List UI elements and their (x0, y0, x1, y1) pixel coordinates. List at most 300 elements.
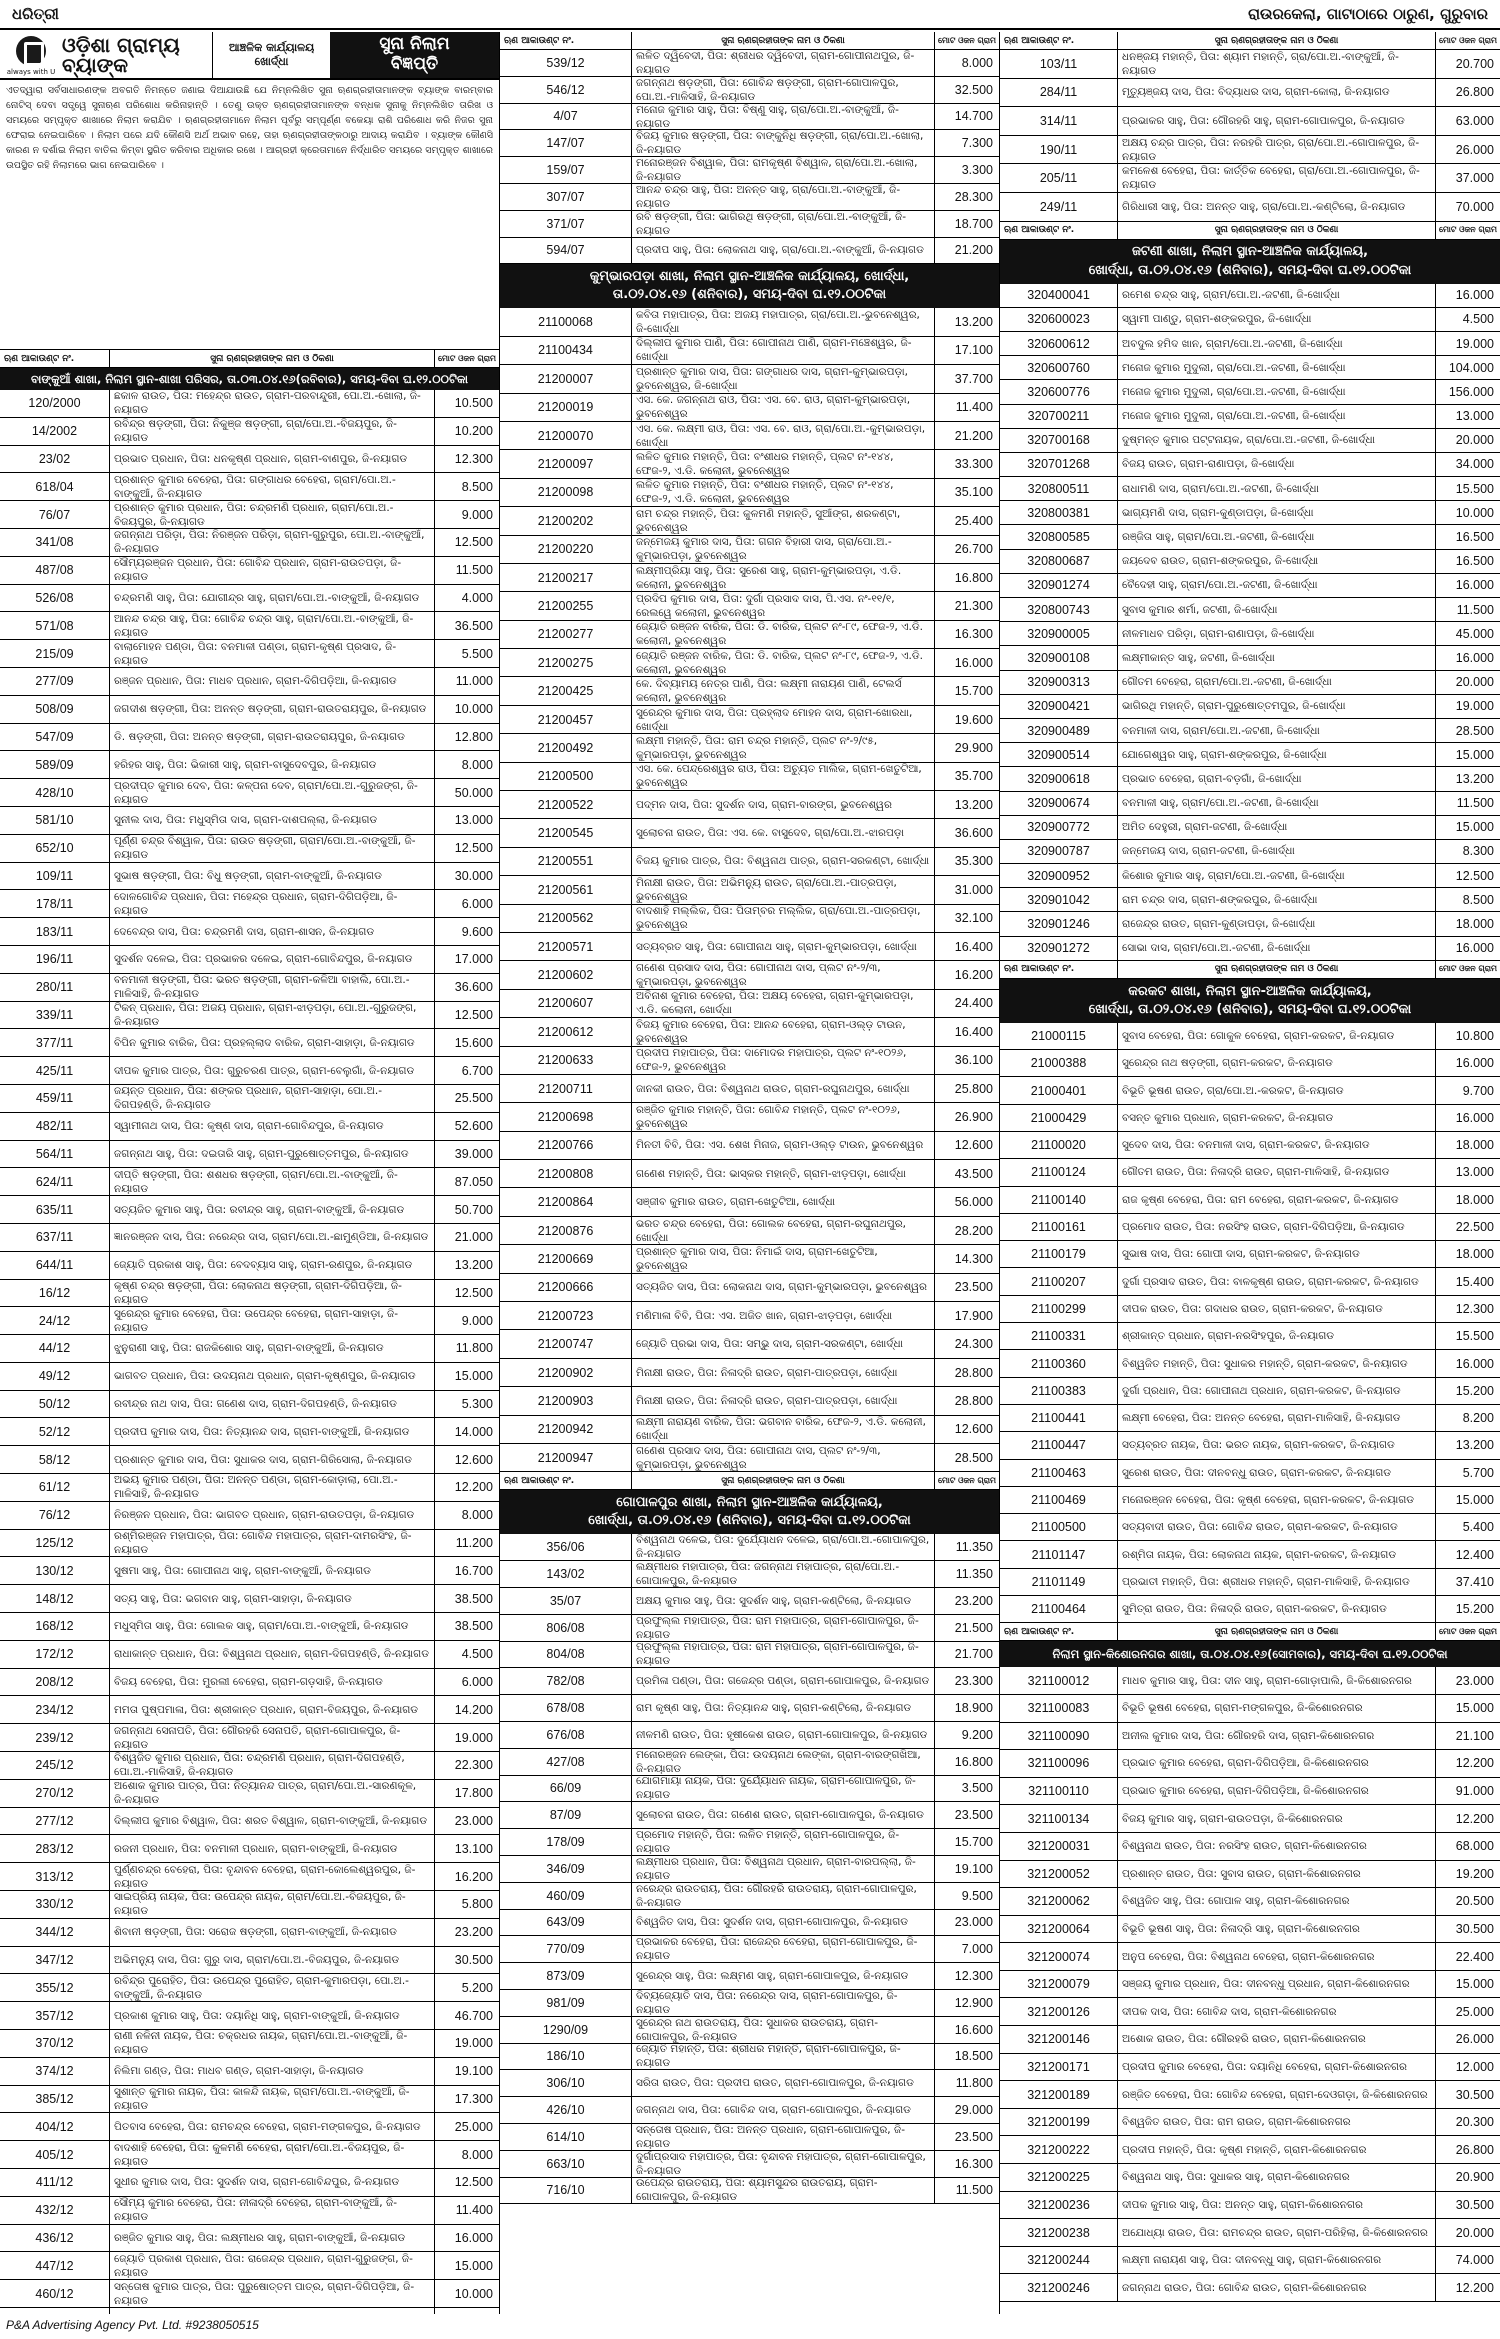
gold-weight-grams: 13.000 (454, 813, 493, 828)
loan-account-number: 321200199 (1000, 2109, 1118, 2136)
gold-weight-grams: 15.000 (1455, 820, 1494, 835)
gold-weight-grams: 16.700 (454, 1563, 493, 1578)
gold-weight-grams: 38.500 (454, 1619, 493, 1634)
table-row (500, 1776, 999, 1803)
borrower-name-address: ଚନ୍ଦ୍ରମଣି ସାହୁ, ପିତା: ଯୋଗୀନ୍ଦ୍ର ସାହୁ, ଗ୍ରାମ/ପୋ.ଅ.-ବାଙ୍କୁଆଁ, ଜି-ନୟାଗଡ (110, 585, 435, 612)
gold-weight-grams: 17.900 (954, 1308, 993, 1323)
loan-account-number: 21200633 (500, 1047, 632, 1074)
loan-account-number: 21200425 (500, 677, 632, 704)
header-account: ଋଣ ଆକାଉଣ୍ଟ ନଂ. (500, 1472, 632, 1489)
borrower-name-address: ଲକ୍ଷ୍ମୀ ମହାନ୍ତି, ପିତା: ରାମ ଚନ୍ଦ୍ର ମହାନ୍ତି, ପ୍ଲଟ ନଂ-୨/୯୫, କୁମ୍ଭାରପଡ଼ା, ଭୁବନେଶ୍ୱର (632, 734, 935, 761)
table-row (1000, 164, 1500, 193)
borrower-name-address: ଏସ. କେ. ଲକ୍ଷ୍ମୀ ରାଓ, ପିତା: ଏସ. ବେ. ରାଓ, ଗ୍ରା/ପୋ.ଅ.-କୁମ୍ଭାରପଡ଼ା, ଖୋର୍ଦ୍ଧା (632, 422, 935, 449)
loan-account-number: 21200500 (500, 763, 632, 790)
loan-account-number: 321200238 (1000, 2219, 1118, 2246)
borrower-name-address: ମଣିମାଳା ବିବି, ପିତା: ଏସ. ଅଜିତ ଖାନ, ଗ୍ରାମ-ଝାଡ଼ପଡ଼ା, ଖୋର୍ଦ୍ଧା (632, 1302, 935, 1329)
loan-account-number: 21100207 (1000, 1268, 1118, 1294)
newspaper-header (0, 0, 1500, 30)
table-header (500, 32, 999, 50)
loan-account-number: 21200562 (500, 905, 632, 932)
regional-office-place: ଖୋର୍ଦ୍ଧା (254, 55, 289, 68)
gold-weight-grams: 25.000 (1455, 2004, 1494, 2019)
gold-weight-grams: 15.000 (1455, 747, 1494, 762)
loan-account-number: 581/10 (0, 807, 110, 834)
table-row (1000, 816, 1500, 840)
loan-account-number: 21200766 (500, 1132, 632, 1159)
gold-weight-grams: 33.300 (954, 457, 993, 472)
table-row (500, 104, 999, 131)
borrower-name-address: କେ. ଦିବ୍ୟାମୟ ନେତ୍ର ପାଣି, ପିତା: ଲକ୍ଷ୍ମୀ ନାରାୟଣ ପାଣି, ଟେଲର୍ସ କଲୋନୀ, ଭୁବନେଶ୍ୱର (632, 677, 935, 704)
borrower-name-address: ବୈଦେହୀ ସାହୁ, ଗ୍ରାମ/ପୋ.ଅ.-ଜଟଣୀ, ଜି-ଖୋର୍ଦ୍ଧା (1118, 574, 1436, 597)
gold-weight-grams: 37.000 (1455, 171, 1494, 186)
borrower-name-address: ପ୍ରକାଶ କୁମାର ସାହୁ, ପିତା: ଦୟାନିଧି ସାହୁ, ଗ୍ରାମ-ବାଙ୍କୁଆଁ, ଜି-ନୟାଗଡ (110, 2002, 435, 2029)
branch-title-jatni (1000, 240, 1500, 284)
table-row (0, 1335, 499, 1363)
table-row (500, 1829, 999, 1856)
borrower-name-address: ରାମ କୃଷ୍ଣ ସାହୁ, ପିତା: ନିତ୍ୟାନନ୍ଦ ସାହୁ, ଗ୍ରାମ-କଣ୍ଟିଲୋ, ଜି-ନୟାଗଡ (632, 1695, 935, 1721)
gold-weight-grams: 12.200 (1455, 1811, 1494, 1826)
loan-account-number: 330/12 (0, 1891, 110, 1918)
branch-title-line2: ଖୋର୍ଦ୍ଧା, ତା.୦୨.୦୪.୧୬ (ଶନିବାର), ସମୟ-ଦିବା ଘ.୧୨.୦୦ଟିକା (1088, 262, 1412, 278)
branch-title-line1: ଜଟଣୀ ଶାଖା, ନିଲାମ ସ୍ଥାନ-ଆଞ୍ଚଳିକ କାର୍ଯ୍ୟାଳୟ, (1131, 244, 1369, 260)
gold-weight-grams: 12.500 (1455, 868, 1494, 883)
newspaper-name: ଧରିତ୍ରୀ (12, 5, 59, 23)
borrower-name-address: ଟିକନ୍ ପ୍ରଧାନ, ପିତା: ଅଜୟ ପ୍ରଧାନ, ଗ୍ରାମ-ଝାଡ଼ପଡ଼ା, ପୋ.ଅ.-ଗୁରୁଜଙ୍ଗ, ଜି-ନୟାଗଡ (110, 1002, 435, 1029)
gold-weight-grams: 10.500 (454, 396, 493, 411)
table-row (0, 1474, 499, 1502)
table-row (500, 1188, 999, 1216)
loan-account-number: 148/12 (0, 1585, 110, 1612)
borrower-name-address: ସତ୍ୟଜିତ ଦାସ, ପିତା: ଲୋକନାଥ ଦାସ, ଗ୍ରାମ-କୁମ୍ଭାରପଡ଼ା, ଭୁବନେଶ୍ୱର (632, 1274, 935, 1301)
gold-weight-grams: 16.800 (954, 570, 993, 585)
borrower-name-address: ମାଧବ କୁମାର ସାହୁ, ପିତା: ଦୀନ ସାହୁ, ଗ୍ରାମ-ଗୋଡ଼ାପାଲି, ଜି-କିଶୋରନଗର (1118, 1667, 1436, 1694)
table-row (1000, 2026, 1500, 2054)
gold-weight-grams: 17.100 (954, 343, 993, 358)
gold-weight-grams: 29.000 (954, 2103, 993, 2118)
gold-weight-grams: 15.000 (454, 2258, 493, 2273)
header-name: ସୁନା ଋଣଗ୍ରହୀତାଙ୍କ ନାମ ଓ ଠିକଣା (1118, 1623, 1436, 1640)
gold-weight-grams: 7.000 (961, 1942, 993, 1957)
loan-account-number: 539/12 (500, 50, 632, 76)
gold-weight-grams: 5.200 (461, 1980, 493, 1995)
loan-account-number: 58/12 (0, 1446, 110, 1473)
loan-account-number: 49/12 (0, 1363, 110, 1390)
gold-weight-grams: 15.400 (1455, 1274, 1494, 1289)
borrower-name-address: ପ୍ରଭାତ ବେହେରା, ଗ୍ରାମ-ବଡ଼ଗାଁ, ଜି-ଖୋର୍ଦ୍ଧା (1118, 767, 1436, 790)
loan-account-number: 215/09 (0, 640, 110, 667)
table-row (0, 2141, 499, 2169)
loan-account-number: 321100012 (1000, 1667, 1118, 1694)
loan-account-number: 320900313 (1000, 671, 1118, 694)
borrower-name-address: ମନୋରଞ୍ଜନ ବିଶ୍ୱାଳ, ପିତା: ରାମକୃଷ୍ଣ ବିଶ୍ୱାଳ, ଗ୍ରା/ପୋ.ଅ.-ଖୋଲା, ଜି-ନୟାଗଡ (632, 157, 935, 183)
gold-weight-grams: 29.900 (954, 740, 993, 755)
borrower-name-address: ମନୋଜ କୁମାର ମୁଦୁଲୀ, ଗ୍ରା/ପୋ.ଅ.-ଜଟଣୀ, ଜି-ଖୋର୍ଦ୍ଧା (1118, 380, 1436, 403)
borrower-name-address: ଧନଞ୍ଜୟ ମହାନ୍ତି, ପିତା: ଶ୍ୟାମ ମହାନ୍ତି, ଗ୍ରା/ପୋ.ଅ.-ବାଙ୍କୁଆଁ, ଜି-ନୟାଗଡ (1118, 50, 1436, 78)
header-name: ସୁନା ଋଣଗ୍ରହୀତାଙ୍କ ନାମ ଓ ଠିକଣା (632, 1472, 935, 1489)
gold-weight-grams: 3.500 (961, 1781, 993, 1796)
borrower-name-address: ପ୍ରଫୁଲ୍ଲ ମହାପାତ୍ର, ପିତା: ରାମ ମହାପାତ୍ର, ଗ୍ରାମ-ଗୋପାଳପୁର, ଜି-ନୟାଗଡ (632, 1642, 935, 1668)
header-weight: ମୋଟ ଓଜନ ଗ୍ରାମ (1439, 225, 1497, 235)
borrower-name-address: ରାଧାକାନ୍ତ ପ୍ରଧାନ, ପିତା: ବିଶ୍ୱନାଥ ପ୍ରଧାନ, ଗ୍ରାମ-ଦିଗପହଣ୍ଡି, ଜି-ନୟାଗଡ (110, 1641, 435, 1668)
table-row (1000, 107, 1500, 136)
loan-account-number: 21200669 (500, 1245, 632, 1272)
gold-weight-grams: 19.000 (1455, 336, 1494, 351)
table-row (1000, 840, 1500, 864)
loan-account-number: 307/07 (500, 184, 632, 210)
loan-account-number: 321200244 (1000, 2247, 1118, 2274)
borrower-name-address: ରଜନୀ ପ୍ରଧାନ, ପିତା: ବନମାଳୀ ପ୍ରଧାନ, ଗ୍ରାମ-ବାଙ୍କୁଆଁ, ଜି-ନୟାଗଡ (110, 1835, 435, 1862)
borrower-name-address: ସୁଷମା ସାହୁ, ପିତା: ଗୋପୀନାଥ ସାହୁ, ଗ୍ରାମ-ବାଙ୍କୁଆଁ, ଜି-ନୟାଗଡ (110, 1557, 435, 1584)
borrower-name-address: ବାଲାମୋହନ ପଣ୍ଡା, ପିତା: ବନମାଳୀ ପଣ୍ଡା, ଗ୍ରାମ-କୃଷ୍ଣ ପ୍ରସାଦ, ଜି-ନୟାଗଡ (110, 640, 435, 667)
gold-weight-grams: 16.000 (954, 655, 993, 670)
table-row (1000, 50, 1500, 79)
table-row (500, 2178, 999, 2205)
table-row (1000, 1667, 1500, 1695)
table-row (0, 1029, 499, 1057)
table-row (500, 77, 999, 104)
table-row (1000, 767, 1500, 791)
gold-weight-grams: 21.000 (454, 1230, 493, 1245)
gold-weight-grams: 15.500 (1455, 481, 1494, 496)
borrower-name-address: ପ୍ରଦୀପ ସାହୁ, ପିତା: ଲୋକନାଥ ସାହୁ, ଗ୍ରା/ପୋ.ଅ.-ବାଙ୍କୁଆଁ, ଜି-ନୟାଗଡ (632, 238, 935, 264)
table-row (500, 819, 999, 847)
header-name: ସୁନା ଋଣଗ୍ରହୀତାଙ୍କ ନାମ ଓ ଠିକଣା (1118, 32, 1436, 49)
header-account: ଋଣ ଆକାଉଣ୍ଟ ନଂ. (1000, 222, 1118, 239)
gold-weight-grams: 17.800 (454, 1786, 493, 1801)
gold-weight-grams: 11.500 (955, 2183, 993, 2198)
borrower-name-address: ଲକ୍ଷ୍ମୀ ନାରାୟଣ ସାହୁ, ପିତା: ଦୀନବନ୍ଧୁ ସାହୁ, ଗ୍ରାମ-କିଶୋରନଗର (1118, 2247, 1436, 2274)
table-row (0, 1863, 499, 1891)
gold-weight-grams: 12.300 (454, 451, 493, 466)
gold-weight-grams: 13.000 (1455, 409, 1494, 424)
table-row (0, 1891, 499, 1919)
borrower-name-address: ସୁଲୋଚନା ରାଉତ, ପିତା: ଗଣେଶ ରାଉତ, ଗ୍ରାମ-ଗୋପାଳପୁର, ଜି-ନୟାଗଡ (632, 1802, 935, 1828)
table-row (1000, 1432, 1500, 1459)
loan-account-number: 321100134 (1000, 1805, 1118, 1832)
gold-weight-grams: 28.200 (954, 1223, 993, 1238)
header-name: ସୁନା ଋଣଗ୍ରହୀତାଙ୍କ ନାମ ଓ ଠିକଣା (632, 32, 935, 49)
table-row (500, 238, 999, 265)
loan-account-number: 159/07 (500, 157, 632, 183)
borrower-name-address: ବିଶ୍ୱଜିତ ରାଉତ, ପିତା: ରାମ ରାଉତ, ଗ୍ରାମ-କିଶୋରନଗର (1118, 2109, 1436, 2136)
loan-account-number: 321100110 (1000, 1778, 1118, 1805)
loan-account-number: 320900787 (1000, 840, 1118, 863)
gold-weight-grams: 28.500 (1455, 723, 1494, 738)
auction-notice-line2: ବିଜ୍ଞପ୍ତି (390, 54, 439, 74)
gold-weight-grams: 28.800 (954, 1365, 993, 1380)
table-row (500, 507, 999, 535)
loan-account-number: 21200457 (500, 706, 632, 733)
table-row (500, 649, 999, 677)
borrower-name-address: ନୀଳମାଧବ ପରିଡ଼ା, ଗ୍ରାମ-ରାଣାପଡ଼ା, ଜି-ଖୋର୍ଦ୍ଧା (1118, 622, 1436, 645)
borrower-name-address: ରାମ ଚନ୍ଦ୍ର ଦାସ, ଗ୍ରାମ-ଶଙ୍କରପୁର, ଜି-ଖୋର୍ଦ୍ଧା (1118, 888, 1436, 911)
loan-account-number: 21200602 (500, 961, 632, 988)
gold-weight-grams: 87.050 (454, 1174, 493, 1189)
header-weight: ମୋଟ ଓଜନ ଗ୍ରାମ (1439, 964, 1497, 974)
loan-account-number: 21200876 (500, 1217, 632, 1244)
gold-weight-grams: 23.500 (954, 1808, 993, 1823)
loan-account-number: 21100299 (1000, 1296, 1118, 1322)
table-row (500, 1416, 999, 1444)
borrower-name-address: ଦେବେନ୍ଦ୍ର ଦାସ, ପିତା: ଚନ୍ଦ୍ରମଣି ଦାସ, ଗ୍ରାମ-ଶାସନ, ଜି-ନୟାଗଡ (110, 918, 435, 945)
branch-title-karakat (1000, 979, 1500, 1023)
borrower-name-address: ଜ୍ୟୋତି ମହାନ୍ତି, ପିତା: ଶ୍ରୀଧର ମହାନ୍ତି, ଗ୍ରାମ-ଗୋପାଳପୁର, ଜି-ନୟାଗଡ (632, 2044, 935, 2070)
gold-weight-grams: 16.500 (1455, 554, 1494, 569)
table-body (1000, 50, 1500, 222)
table-row (500, 876, 999, 904)
loan-account-number: 643/09 (500, 1910, 632, 1936)
borrower-name-address: ସାଇପ୍ରିୟ ନାୟକ, ପିତା: ଉପେନ୍ଦ୍ର ନାୟକ, ଗ୍ରାମ/ପୋ.ଅ.-ବିଜୟପୁର, ଜି-ନୟାଗଡ (110, 1891, 435, 1918)
loan-account-number: 320900772 (1000, 816, 1118, 839)
header-account: ଋଣ ଆକାଉଣ୍ଟ ନଂ. (1000, 961, 1118, 978)
borrower-name-address: ସୁରେନ୍ଦ୍ର କୁମାର ବେହେରା, ପିତା: ଉପେନ୍ଦ୍ର ବେହେରା, ଗ୍ରାମ-ସାହାଡ଼ା, ଜି-ନୟାଗଡ (110, 1307, 435, 1334)
loan-account-number: 21100140 (1000, 1187, 1118, 1213)
table-row (1000, 1077, 1500, 1104)
gold-weight-grams: 12.600 (954, 1138, 993, 1153)
header-weight: ମୋଟ ଓଜନ ଗ୍ରାମ (1439, 35, 1497, 45)
gold-weight-grams: 16.000 (1455, 650, 1494, 665)
borrower-name-address: ସତ୍ୟ ସାହୁ, ପିତା: ଭଗବାନ ସାହୁ, ଗ୍ରାମ-ସାହାଡ଼ା, ଜି-ନୟାଗଡ (110, 1585, 435, 1612)
gold-weight-grams: 13.200 (454, 1258, 493, 1273)
borrower-name-address: ଗିରିଧାରୀ ସାହୁ, ପିତା: ଅନନ୍ତ ସାହୁ, ଗ୍ରା/ପୋ.ଅ.-କଣ୍ଟିଲୋ, ଜି-ନୟାଗଡ (1118, 193, 1436, 221)
borrower-name-address: କିଶୋର କୁମାର ସାହୁ, ଗ୍ରାମ/ପୋ.ଅ.-ଜଟଣୀ, ଜି-ଖୋର୍ଦ୍ଧା (1118, 864, 1436, 887)
table-row (1000, 1750, 1500, 1778)
borrower-name-address: ଉପେନ୍ଦ୍ର ରାଉତରାୟ, ପିତା: ଶ୍ୟାମସୁନ୍ଦର ରାଉତରାୟ, ଗ୍ରାମ-ଗୋପାଳପୁର, ଜି-ନୟାଗଡ (632, 2178, 935, 2204)
gold-weight-grams: 23.200 (954, 1593, 993, 1608)
table-row (500, 1883, 999, 1910)
borrower-name-address: ସୁବାସ କୁମାର ଶର୍ମା, ଜଟଣୀ, ଜି-ଖୋର୍ଦ୍ଧା (1118, 598, 1436, 621)
table-row (500, 564, 999, 592)
table-row (500, 422, 999, 450)
table-row (500, 1047, 999, 1075)
loan-account-number: 280/11 (0, 974, 110, 1001)
loan-account-number: 21200571 (500, 933, 632, 960)
gold-weight-grams: 4.500 (1462, 312, 1494, 327)
loan-account-number (0, 2308, 110, 2314)
borrower-name-address: ରବୀନ୍ଦ୍ର ନାଥ ଦାସ, ପିତା: ଗଣେଶ ଦାସ, ଗ୍ରାମ-ଦିଗପହଣ୍ଡି, ଜି-ନୟାଗଡ (110, 1391, 435, 1418)
gold-weight-grams: 23.000 (954, 1915, 993, 1930)
table-row (1000, 1323, 1500, 1350)
loan-account-number: 52/12 (0, 1418, 110, 1445)
loan-account-number: 460/09 (500, 1883, 632, 1909)
gold-weight-grams: 23.300 (954, 1674, 993, 1689)
table-row (500, 337, 999, 365)
table-row (0, 1391, 499, 1419)
gold-weight-grams: 45.000 (1455, 626, 1494, 641)
loan-account-number: 804/08 (500, 1642, 632, 1668)
table-row (0, 946, 499, 974)
loan-account-number: 320900952 (1000, 864, 1118, 887)
gold-weight-grams: 11.400 (955, 400, 993, 415)
gold-weight-grams: 8.500 (1462, 892, 1494, 907)
gold-weight-grams: 19.000 (454, 1730, 493, 1745)
table-row (0, 473, 499, 501)
gold-weight-grams: 13.100 (454, 1841, 493, 1856)
loan-account-number: 21200864 (500, 1188, 632, 1215)
loan-account-number: 21200098 (500, 479, 632, 506)
gold-weight-grams: 26.000 (1455, 142, 1494, 157)
loan-account-number: 21200551 (500, 848, 632, 875)
borrower-name-address: ସୁଲୋଚନା ରାଉତ, ପିତା: ଏସ. କେ. ବାସୁଦେବ, ଗ୍ରା/ପୋ.ଅ.-ଝାରପଡ଼ା (632, 819, 935, 846)
loan-account-number: 432/12 (0, 2197, 110, 2224)
gold-weight-grams: 8.500 (461, 479, 493, 494)
loan-account-number: 370/12 (0, 2030, 110, 2057)
gold-weight-grams: 36.100 (954, 1053, 993, 1068)
loan-account-number: 234/12 (0, 1696, 110, 1723)
gold-weight-grams: 20.500 (1455, 1894, 1494, 1909)
gold-weight-grams: 12.500 (454, 535, 493, 550)
borrower-name-address: ଲକ୍ଷ୍ମୀ ବେହେରା, ପିତା: ଅନନ୍ତ ବେହେରା, ଗ୍ରାମ-ମାଳିସାହି, ଜି-ନୟାଗଡ (1118, 1405, 1436, 1431)
loan-account-number: 618/04 (0, 473, 110, 500)
borrower-name-address: ଦୋଳଗୋବିନ୍ଦ ପ୍ରଧାନ, ପିତା: ମହେନ୍ଦ୍ର ପ୍ରଧାନ, ଗ୍ରାମ-ଦିଗିପଡ଼ିଆ, ଜି-ନୟାଗଡ (110, 890, 435, 917)
gold-weight-grams: 16.300 (954, 2156, 993, 2171)
gold-weight-grams: 12.300 (1455, 1301, 1494, 1316)
borrower-name-address: ଆନନ୍ଦ ଚନ୍ଦ୍ର ସାହୁ, ପିତା: ଅନନ୍ତ ସାହୁ, ଗ୍ରା/ପୋ.ଅ.-ବାଙ୍କୁଆଁ, ଜି-ନୟାଗଡ (632, 184, 935, 210)
loan-account-number: 460/12 (0, 2280, 110, 2307)
borrower-name-address: ରଞ୍ଜିତ କୁମାର ସାହୁ, ପିତା: ଲକ୍ଷ୍ମୀଧର ସାହୁ, ଗ୍ରାମ-ବାଙ୍କୁଆଁ, ଜି-ନୟାଗଡ (110, 2225, 435, 2252)
loan-account-number: 526/08 (0, 585, 110, 612)
table-row (500, 1695, 999, 1722)
table-row (500, 1990, 999, 2017)
loan-account-number: 346/09 (500, 1856, 632, 1882)
gold-weight-grams: 16.000 (1455, 578, 1494, 593)
gold-weight-grams: 11.500 (1456, 602, 1494, 617)
table-body (1000, 1023, 1500, 1624)
table-row (0, 446, 499, 474)
loan-account-number: 487/08 (0, 557, 110, 584)
loan-account-number: 21100068 (500, 308, 632, 335)
borrower-name-address: ନିଲିମା ଗଣ୍ଡ, ପିତା: ମାଧବ ଗଣ୍ଡ, ଗ୍ରାମ-ସାହାଡ଼ା, ଜି-ନୟାଗଡ (110, 2058, 435, 2085)
table-body (500, 50, 999, 264)
branch-title-gopalpur (500, 1490, 999, 1534)
table-row (500, 1802, 999, 1829)
borrower-name-address: ଅମିତ ଦେହୁରୀ, ଗ୍ରାମ-ଜଟଣୀ, ଜି-ଖୋର୍ଦ୍ଧା (1118, 816, 1436, 839)
table-row (0, 418, 499, 446)
gold-weight-grams: 16.000 (1455, 1110, 1494, 1125)
loan-account-number: 21200070 (500, 422, 632, 449)
table-row (1000, 1695, 1500, 1723)
masthead (0, 32, 499, 80)
table-row (0, 1085, 499, 1113)
table-row (1000, 477, 1500, 501)
gold-weight-grams: 12.300 (954, 1969, 993, 1984)
borrower-name-address: ରଶ୍ମିତା ନାୟକ, ପିତା: ଲୋକନାଥ ନାୟକ, ଗ୍ରାମ-କରକଟ, ଜି-ନୟାଗଡ (1118, 1541, 1436, 1567)
loan-account-number: 21100360 (1000, 1350, 1118, 1376)
gold-weight-grams: 12.000 (1455, 2059, 1494, 2074)
gold-weight-grams: 19.600 (954, 712, 993, 727)
borrower-name-address: ମଧୁସ୍ମିତା ସାହୁ, ପିତା: ଗୋଲକ ସାହୁ, ଗ୍ରାମ/ପୋ.ଅ.-ବାଙ୍କୁଆଁ, ଜି-ନୟାଗଡ (110, 1613, 435, 1640)
gold-weight-grams: 12.400 (1455, 1547, 1494, 1562)
table-row (500, 394, 999, 422)
loan-account-number: 428/10 (0, 779, 110, 806)
loan-account-number: 425/11 (0, 1057, 110, 1084)
loan-account-number: 482/11 (0, 1113, 110, 1140)
table-row (0, 835, 499, 863)
table-row (500, 1534, 999, 1561)
gold-weight-grams: 18.500 (954, 2049, 993, 2064)
table-row (0, 2113, 499, 2141)
loan-account-number: 321200126 (1000, 1998, 1118, 2025)
loan-account-number: 624/11 (0, 1168, 110, 1195)
loan-account-number: 21200522 (500, 791, 632, 818)
loan-account-number: 339/11 (0, 1002, 110, 1029)
gold-weight-grams: 56.000 (954, 1195, 993, 1210)
branch-title-kishorenagar: ନିଲାମ ସ୍ଥାନ-କିଶୋରନଗର ଶାଖା, ତା.୦୪.୦୪.୧୬(ସୋମବାର), ସମୟ-ଦିବା ଘ.୧୨.୦୦ଟିକା (1000, 1641, 1500, 1667)
loan-account-number: 320901042 (1000, 888, 1118, 911)
gold-weight-grams: 21.200 (954, 428, 993, 443)
table-row (500, 2070, 999, 2097)
gold-weight-grams: 18.000 (1455, 1138, 1494, 1153)
loan-account-number: 320900108 (1000, 646, 1118, 669)
borrower-name-address: ବିଭୂତି ଭୂଷଣ ରାଉତ, ଗ୍ରା/ପୋ.ଅ.-କରକଟ, ଜି-ନୟାଗଡ (1118, 1077, 1436, 1103)
gold-weight-grams: 52.600 (454, 1119, 493, 1134)
gold-weight-grams: 12.800 (454, 729, 493, 744)
gold-weight-grams: 16.000 (1455, 1056, 1494, 1071)
gold-weight-grams: 37.700 (954, 371, 993, 386)
borrower-name-address: ଜଗନ୍ନାଥ ଦାସ, ପିତା: ଗୋବିନ୍ଦ ଦାସ, ଗ୍ରାମ-ଗୋପାଳପୁର, ଜି-ନୟାଗଡ (632, 2097, 935, 2123)
borrower-name-address: ସୁଭାଷ ଦାସ, ପିତା: ଗୋପୀ ଦାସ, ଗ୍ରାମ-କରକଟ, ଜି-ନୟାଗଡ (1118, 1241, 1436, 1267)
loan-account-number: 21200019 (500, 394, 632, 421)
loan-account-number: 306/10 (500, 2070, 632, 2096)
loan-account-number: 21200942 (500, 1416, 632, 1443)
table-row (500, 905, 999, 933)
borrower-name-address: ରଶ୍ମିରଞ୍ଜନ ମହାପାତ୍ର, ପିତା: ଗୋବିନ୍ଦ ମହାପାତ୍ର, ଗ୍ରାମ-ଦାମରସିଂହ, ଜି-ନୟାଗଡ (110, 1530, 435, 1557)
borrower-name-address: ସରିତା ରାଉତ, ପିତା: ପ୍ରଦୀପ ରାଉତ, ଗ୍ରାମ-ଗୋପାଳପୁର, ଜି-ନୟାଗଡ (632, 2070, 935, 2096)
borrower-name-address: ପ୍ରଶାନ୍ତ କୁମାର ଦାସ, ପିତା: ନିମାଇଁ ଦାସ, ଗ୍ରାମ-ଖେତୁଟିଆ, ଭୁବନେଶ୍ୱର (632, 1245, 935, 1272)
gold-weight-grams: 25.800 (954, 1081, 993, 1096)
loan-account-number: 21200808 (500, 1160, 632, 1187)
gold-weight-grams: 19.000 (1455, 699, 1494, 714)
gold-weight-grams: 6.000 (461, 896, 493, 911)
gold-weight-grams: 43.500 (954, 1166, 993, 1181)
gold-weight-grams: 5.800 (461, 1897, 493, 1912)
borrower-name-address: ବସନ୍ତ କୁମାର ପ୍ରଧାନ, ଗ୍ରାମ-କରକଟ, ଜି-ନୟାଗଡ (1118, 1105, 1436, 1131)
table-row (500, 211, 999, 238)
loan-account-number: 320900618 (1000, 767, 1118, 790)
table-row (1000, 743, 1500, 767)
header-weight: ମୋଟ ଓଜନ ଗ୍ରାମ (438, 353, 496, 363)
gold-weight-grams: 10.800 (1455, 1028, 1494, 1043)
loan-account-number: 21100464 (1000, 1596, 1118, 1622)
table-row (0, 1752, 499, 1780)
borrower-name-address: ପୁର୍ଣ୍ଣଚନ୍ଦ୍ର ବେହେରା, ପିତା: ବୃନ୍ଦାବନ ବେହେରା, ଗ୍ରାମ-କୋଲେଶ୍ୱରପୁର, ଜି-ନୟାଗଡ (110, 1863, 435, 1890)
table-header (1000, 32, 1500, 50)
loan-account-number: 4/07 (500, 104, 632, 130)
borrower-name-address: ପ୍ରଭାତ କୁମାର ବେହେରା, ଗ୍ରାମ-ଦିଗିପଡ଼ିଆ, ଜି-କିଶୋରନଗର (1118, 1778, 1436, 1805)
loan-account-number: 21101149 (1000, 1569, 1118, 1595)
gold-weight-grams: 16.000 (454, 2230, 493, 2245)
borrower-name-address: ନୀଳମଣି ରାଉତ, ପିତା: ହୃଷୀକେଶ ରାଉତ, ଗ୍ରାମ-ଗୋପାଳପୁର, ଜି-ନୟାଗଡ (632, 1722, 935, 1748)
loan-account-number: 320800511 (1000, 477, 1118, 500)
table-row (500, 2044, 999, 2071)
table-row (1000, 1569, 1500, 1596)
gold-weight-grams: 12.500 (454, 2175, 493, 2190)
gold-weight-grams: 17.300 (454, 2092, 493, 2106)
loan-account-number: 321200031 (1000, 1833, 1118, 1860)
gold-weight-grams: 8.000 (461, 1508, 493, 1523)
borrower-name-address: ପ୍ରଭାକର ସାହୁ, ପିତା: ଗୌରହରି ସାହୁ, ଗ୍ରାମ-ଗୋପାଳପୁର, ଜି-ନୟାଗଡ (1118, 107, 1436, 135)
table-row (500, 450, 999, 478)
table-body (1000, 1667, 1500, 2302)
table-row (0, 863, 499, 891)
loan-account-number: 21000401 (1000, 1077, 1118, 1103)
borrower-name-address: ଲଳିତ କୁମାର ମହାନ୍ତି, ପିତା: ବଂଶୀଧର ମହାନ୍ତି, ପ୍ଲଟ ନଂ-୧୪୪, ଫେଜ-୨, ଏ.ଡି. କଲୋନୀ, ଭୁବନେଶ୍ୱର (632, 479, 935, 506)
table-row (500, 1018, 999, 1046)
gold-weight-grams: 18.000 (1455, 1247, 1494, 1262)
table-row (500, 1642, 999, 1669)
gold-weight-grams: 50.000 (454, 785, 493, 800)
borrower-name-address: ବାଦଶାହି ମଲ୍ଲିକ, ପିତା: ପିତାମ୍ବର ମଲ୍ଲିକ, ଗ୍ରା/ପୋ.ଅ.-ପାତ୍ରପଡ଼ା, ଭୁବନେଶ୍ୱର (632, 905, 935, 932)
